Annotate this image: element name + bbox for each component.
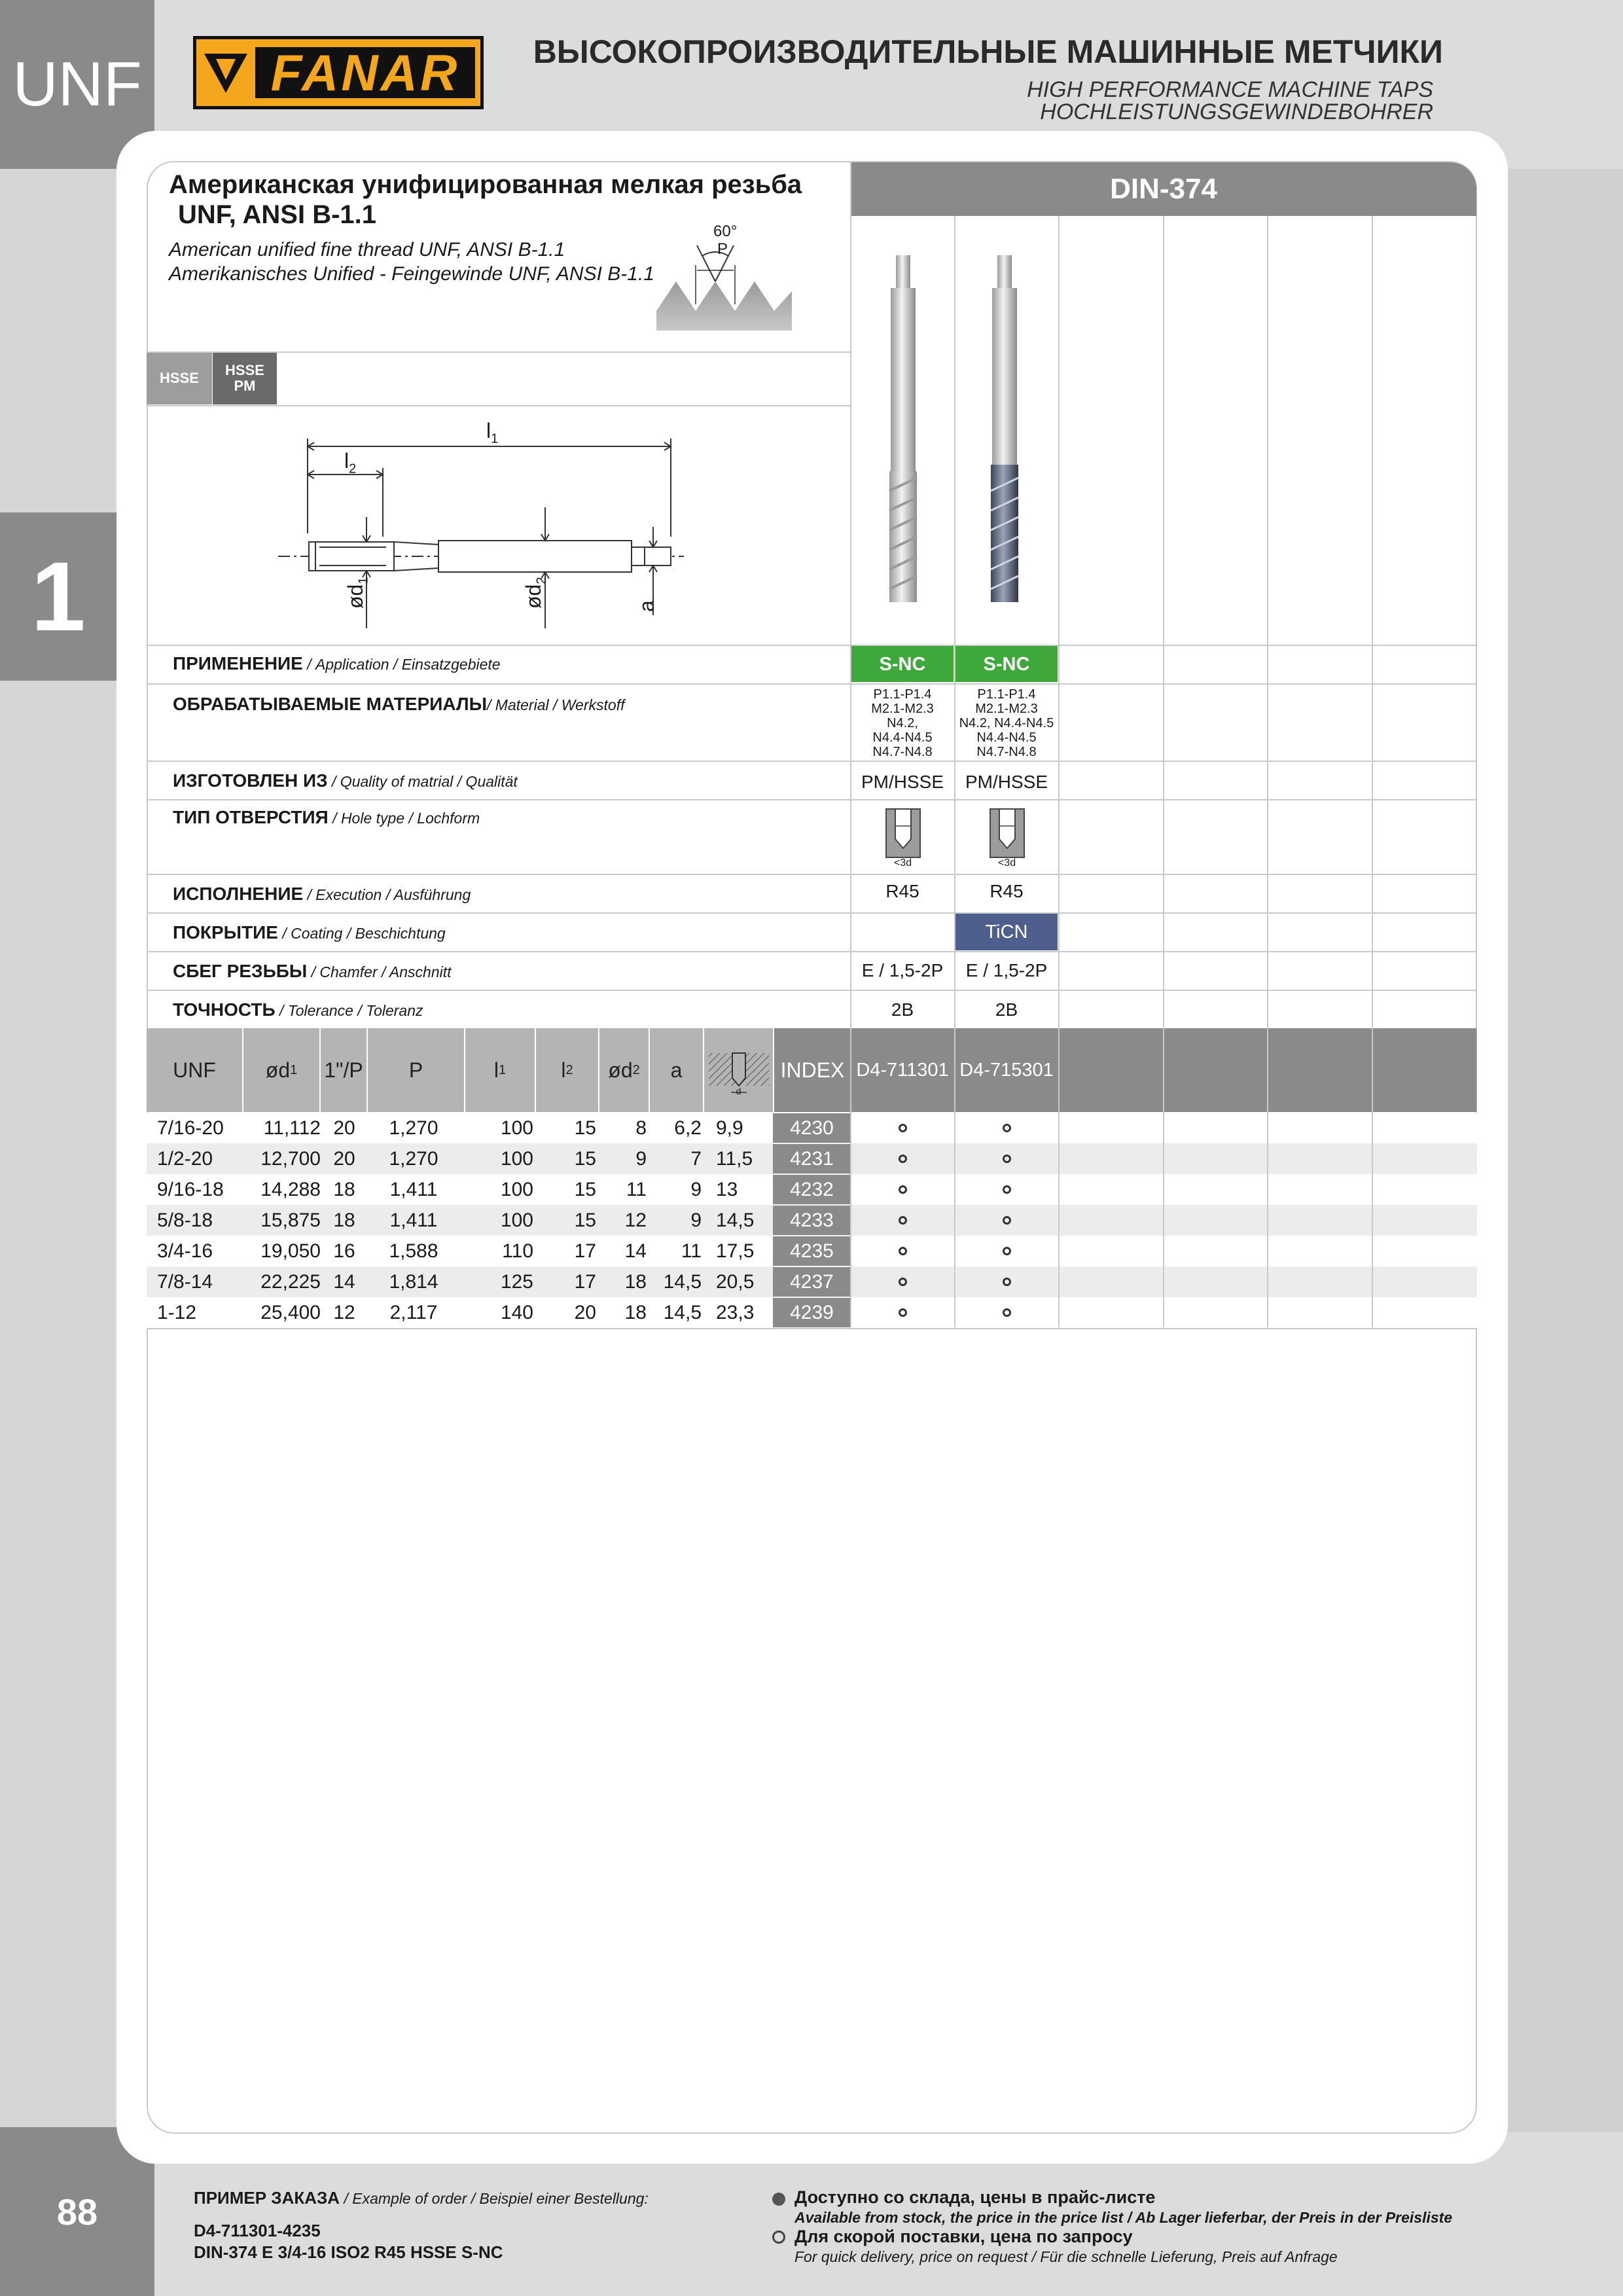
cell-d1: 12,700 <box>260 1147 321 1170</box>
cell-a: 6,2 <box>674 1117 702 1139</box>
cell-unf: 7/8-14 <box>157 1270 213 1293</box>
grid-line <box>1058 1028 1060 1327</box>
material-badge-hsse-pm: HSSE PM <box>213 352 277 404</box>
col-core-hole: d <box>704 1028 773 1112</box>
cell-unf: 1/2-20 <box>157 1147 213 1170</box>
col-tpi: 1"/P <box>324 1058 363 1082</box>
grid-line <box>1372 216 1373 1028</box>
coating-value-1 <box>851 914 954 950</box>
stock-legend-sub: Available from stock, the price in the price list / Ab Lager lieferbar, der Preis in der Preisliste <box>794 2209 1453 2226</box>
grid-line <box>147 405 851 406</box>
quality-value-2: PM/HSSE <box>965 772 1048 792</box>
cell-core: 9,9 <box>716 1117 743 1139</box>
product-name-en: American unified fine thread UNF, ANSI B-1.1 <box>169 239 565 260</box>
cell-d1: 14,288 <box>260 1178 321 1200</box>
cell-l1: 110 <box>502 1240 533 1262</box>
cell-d2: 8 <box>635 1117 647 1139</box>
execution-value-1: R45 <box>885 881 919 901</box>
spec-label-application: ПРИМЕНЕНИЕ / Application / Einsatzgebiete <box>173 653 501 673</box>
availability-ring-icon <box>1003 1247 1011 1255</box>
stock-dot-icon <box>772 2193 785 2206</box>
cell-l2: 17 <box>574 1240 596 1262</box>
execution-value-2: R45 <box>990 881 1024 901</box>
cell-a: 11 <box>681 1240 702 1262</box>
cell-tpi: 18 <box>333 1209 355 1231</box>
cell-tpi: 12 <box>333 1301 355 1323</box>
spec-label-hole-type: ТИП ОТВЕРСТИЯ / Hole type / Lochform <box>173 807 480 827</box>
cell-index: 4237 <box>773 1267 851 1297</box>
quick-legend-ru: Для скорой поставки, цена по запросу <box>794 2227 1133 2246</box>
grid-line <box>147 874 1477 875</box>
cell-l2: 15 <box>574 1117 596 1139</box>
product-name-ru-2: UNF, ANSI B-1.1 <box>178 200 377 229</box>
spec-label-coating: ПОКРЫТИЕ / Coating / Beschichtung <box>173 922 446 942</box>
standard-header: DIN-374 <box>851 162 1476 216</box>
cell-core: 13 <box>716 1178 738 1200</box>
chamfer-value-1: E / 1,5-2P <box>861 960 944 980</box>
cell-d1: 25,400 <box>260 1301 321 1323</box>
order-example-din: DIN-374 E 3/4-16 ISO2 R45 HSSE S-NC <box>194 2242 503 2262</box>
cell-d2: 18 <box>624 1270 647 1293</box>
product-name-de: Amerikanisches Unified - Feingewinde UNF, ANSI B-1.1 <box>169 263 654 285</box>
cell-tpi: 20 <box>333 1117 355 1139</box>
availability-ring-icon <box>899 1216 907 1225</box>
cell-index: 4230 <box>773 1113 851 1143</box>
spec-label-material: ОБРАБАТЫВАЕМЫЕ МАТЕРИАЛЫ/ Material / Werkstoff <box>173 694 625 714</box>
cell-d2: 9 <box>635 1147 647 1170</box>
thread-pitch-label: P <box>717 240 728 258</box>
grid-line <box>954 1028 955 1327</box>
col-article-2: D4-715301 <box>959 1059 1054 1081</box>
cell-p: 1,411 <box>389 1178 438 1200</box>
spec-label-execution: ИСПОЛНЕНИЕ / Execution / Ausführung <box>173 884 471 904</box>
col-l2: l 2 <box>561 1058 573 1082</box>
cell-tpi: 16 <box>333 1240 355 1262</box>
spec-label-chamfer: СБЕГ РЕЗЬБЫ / Chamfer / Anschnitt <box>173 961 452 981</box>
cell-index: 4231 <box>773 1144 851 1174</box>
col-article-1: D4-711301 <box>856 1059 949 1081</box>
application-badge-1: S-NC <box>851 646 954 682</box>
tolerance-value-2: 2B <box>995 999 1018 1020</box>
grid-line <box>147 683 1477 685</box>
grid-line <box>147 951 1477 952</box>
grid-line <box>147 799 1477 800</box>
grid-line <box>1372 1028 1373 1327</box>
thread-angle-label: 60° <box>713 223 738 240</box>
dim-d1: $ød_1$ <box>344 577 371 609</box>
material-list-2: P1.1-P1.4 M2.1-M2.3 N4.2, N4.4-N4.5 N4.4-N4.5 N4.7-N4.8 <box>959 687 1054 759</box>
availability-ring-icon <box>1003 1124 1011 1132</box>
availability-ring-icon <box>899 1155 907 1163</box>
cell-d2: 14 <box>624 1240 647 1262</box>
availability-ring-icon <box>1003 1155 1011 1163</box>
cell-d1: 22,225 <box>260 1270 321 1293</box>
product-name-ru: Американская унифицированная мелкая резьба <box>169 170 802 199</box>
cell-l1: 100 <box>500 1178 533 1200</box>
cell-core: 17,5 <box>716 1240 755 1262</box>
tap-image-1 <box>887 255 919 609</box>
blind-hole-icon <box>883 806 923 862</box>
spec-label-quality: ИЗГОТОВЛЕН ИЗ / Quality of matrial / Qualität <box>173 770 518 791</box>
brand-name: FANAR <box>255 47 475 98</box>
cell-l2: 17 <box>574 1270 596 1293</box>
availability-ring-icon <box>899 1185 907 1194</box>
cell-p: 2,117 <box>389 1301 438 1323</box>
cell-a: 14,5 <box>663 1270 702 1293</box>
cell-l1: 100 <box>500 1147 533 1170</box>
blind-hole-icon <box>988 806 1027 862</box>
cell-a: 9 <box>690 1209 702 1231</box>
cell-p: 1,270 <box>389 1117 438 1139</box>
cell-tpi: 14 <box>333 1270 355 1293</box>
tap-dimension-drawing <box>275 419 694 641</box>
spec-label-tolerance: ТОЧНОСТЬ / Tolerance / Toleranz <box>173 999 423 1020</box>
availability-ring-icon <box>899 1124 907 1132</box>
chapter-tab: 1 <box>0 512 116 681</box>
page-number: 88 <box>0 2127 154 2296</box>
cell-d1: 11,112 <box>263 1117 321 1139</box>
cell-p: 1,588 <box>389 1240 438 1262</box>
cell-l1: 140 <box>500 1301 533 1323</box>
cell-l1: 100 <box>500 1117 533 1139</box>
material-list-1: P1.1-P1.4 M2.1-M2.3 N4.2, N4.4-N4.5 N4.7-N4.8 <box>871 687 934 759</box>
cell-p: 1,814 <box>389 1270 438 1293</box>
grid-line <box>1163 1028 1164 1327</box>
availability-ring-icon <box>899 1308 907 1317</box>
quality-value-1: PM/HSSE <box>861 772 944 792</box>
cell-unf: 9/16-18 <box>157 1178 224 1200</box>
availability-ring-icon <box>899 1278 907 1286</box>
grid-line <box>147 912 1477 914</box>
cell-core: 14,5 <box>716 1209 755 1231</box>
cell-index: 4233 <box>773 1206 851 1235</box>
cell-index: 4232 <box>773 1175 851 1204</box>
left-strip <box>0 169 116 2132</box>
stock-legend-ru: Доступно со склада, цены в прайс-листе <box>794 2187 1156 2207</box>
cell-p: 1,411 <box>389 1209 438 1231</box>
material-badge-hsse: HSSE <box>147 352 212 404</box>
col-d1: ød 1 <box>265 1058 298 1082</box>
col-unf: UNF <box>173 1058 216 1082</box>
cell-a: 7 <box>690 1147 702 1170</box>
page-title-en: HIGH PERFORMANCE MACHINE TAPS <box>1027 77 1433 102</box>
cell-unf: 1-12 <box>157 1301 197 1323</box>
cell-core: 20,5 <box>716 1270 755 1293</box>
availability-ring-icon <box>1003 1278 1011 1286</box>
cell-a: 14,5 <box>663 1301 702 1323</box>
cell-index: 4235 <box>773 1236 851 1266</box>
grid-line <box>850 1028 851 1327</box>
cell-l1: 125 <box>500 1270 533 1293</box>
dim-l1: $l_1$ <box>486 419 499 446</box>
col-d2: ød 2 <box>608 1058 640 1082</box>
cell-a: 9 <box>690 1178 702 1200</box>
cell-core: 23,3 <box>716 1301 755 1323</box>
availability-ring-icon <box>899 1247 907 1255</box>
cell-unf: 3/4-16 <box>157 1240 213 1262</box>
cell-index: 4239 <box>773 1298 851 1327</box>
hole-depth-label-1: <3d <box>894 857 912 869</box>
cell-p: 1,270 <box>389 1147 438 1170</box>
quick-legend-sub: For quick delivery, price on request / Für die schnelle Lieferung, Preis auf Anfrage <box>794 2248 1338 2265</box>
quick-ring-icon <box>772 2231 785 2244</box>
cell-l2: 15 <box>574 1209 596 1231</box>
cell-l1: 100 <box>500 1209 533 1231</box>
grid-line <box>1058 216 1060 1028</box>
page-title-de: HOCHLEISTUNGSGEWINDEBOHRER <box>1040 99 1433 124</box>
grid-line <box>147 990 1477 991</box>
tap-image-2 <box>988 255 1021 609</box>
availability-ring-icon <box>1003 1185 1011 1194</box>
cell-tpi: 20 <box>333 1147 355 1170</box>
cell-unf: 7/16-20 <box>157 1117 224 1139</box>
col-l1: l 1 <box>493 1058 507 1082</box>
cell-unf: 5/8-18 <box>157 1209 213 1231</box>
dim-d2: $ød_2$ <box>522 577 549 609</box>
col-index: INDEX <box>774 1028 851 1112</box>
col-a: a <box>670 1058 683 1082</box>
cell-d2: 12 <box>624 1209 647 1231</box>
cell-d1: 19,050 <box>260 1240 321 1262</box>
logo-v-icon <box>196 39 255 106</box>
availability-ring-icon <box>1003 1216 1011 1225</box>
dim-l2: $l_2$ <box>344 449 357 476</box>
cell-l2: 15 <box>574 1147 596 1170</box>
hole-depth-label-2: <3d <box>998 857 1016 869</box>
grid-line <box>1163 216 1164 1028</box>
cell-tpi: 18 <box>333 1178 355 1200</box>
order-example-code: D4-711301-4235 <box>194 2221 321 2240</box>
col-pitch: P <box>408 1058 423 1082</box>
page-title: ВЫСОКОПРОИЗВОДИТЕЛЬНЫЕ МАШИННЫЕ МЕТЧИКИ <box>533 33 1443 70</box>
cell-core: 11,5 <box>716 1147 753 1170</box>
application-badge-2: S-NC <box>955 646 1058 682</box>
grid-line <box>147 645 1477 646</box>
cell-d2: 18 <box>624 1301 647 1323</box>
grid-line <box>147 761 1477 762</box>
grid-line <box>1267 216 1268 1028</box>
section-tab: UNF <box>0 0 154 169</box>
cell-d1: 15,875 <box>260 1209 321 1231</box>
grid-line <box>1267 1028 1268 1327</box>
cell-d2: 11 <box>626 1178 647 1200</box>
dim-a: a <box>635 600 658 612</box>
cell-l2: 15 <box>574 1178 596 1200</box>
coating-badge-ticn: TiCN <box>955 914 1058 950</box>
brand-logo <box>193 36 484 109</box>
cell-l2: 20 <box>574 1301 596 1323</box>
tolerance-value-1: 2B <box>891 999 914 1020</box>
grid-line <box>147 351 851 353</box>
order-example-label: ПРИМЕР ЗАКАЗА / Example of order / Beispiel einer Bestellung: <box>194 2188 649 2208</box>
availability-ring-icon <box>1003 1308 1011 1317</box>
chamfer-value-2: E / 1,5-2P <box>965 960 1048 980</box>
